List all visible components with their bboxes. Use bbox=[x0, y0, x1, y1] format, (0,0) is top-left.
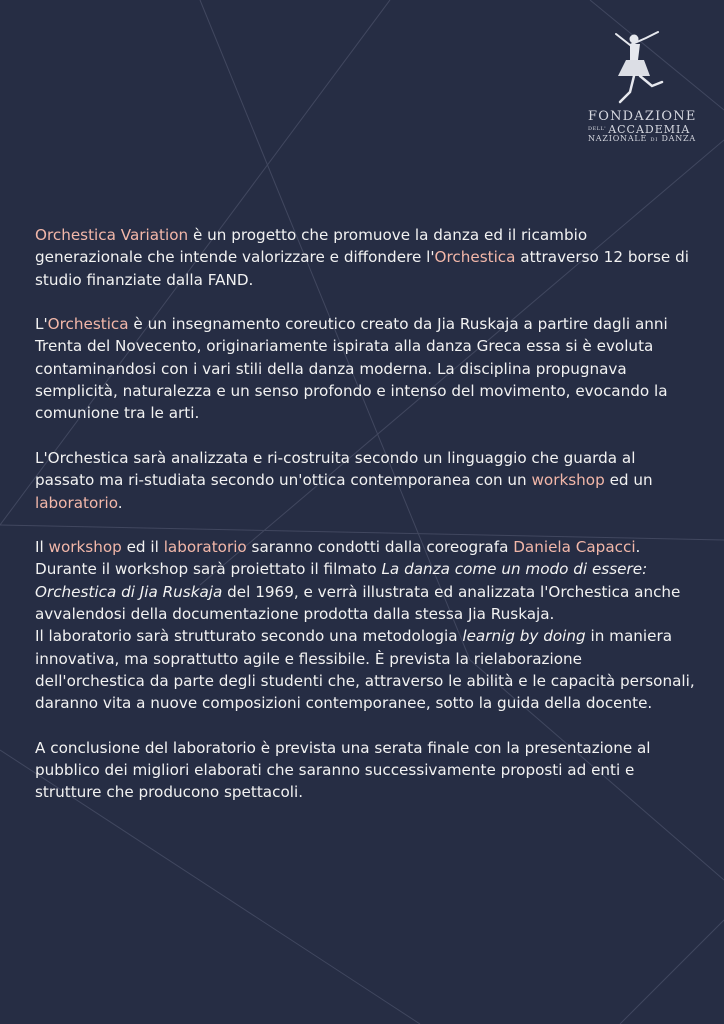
logo-text bbox=[588, 110, 698, 144]
foundation-logo bbox=[578, 30, 698, 150]
paragraph-analysis: L'Orchestica sarà analizzata e ri-costruita secondo un linguaggio che guarda al passato ma ri-studiata secondo un'ottica contemporanea con un workshop ed un laboratorio. bbox=[35, 448, 653, 512]
choreographer-name: Daniela Capacci bbox=[513, 538, 636, 557]
logo-line-1: FONDAZIONE bbox=[588, 109, 697, 124]
paragraph-details: Il workshop ed il laboratorio saranno condotti dalla coreografa Daniela Capacci. Durante il workshop sarà proiettato il filmato La danza come un modo di essere: Orchestica di Jia Ruskaja del 1969, e verrà illustrata ed analizzata l'Orchestica anche avvalendosi della documentazione prodotta dalla stessa Jia Ruskaja. Il laboratorio sarà strutturato secondo una metodologia learnig by doing in maniera innovativa, ma soprattutto agile e flessibile. È prevista la rielaborazione dell'orchestica da parte degli studenti che, attraverso le abilità e le capacità personali, daranno vita a nuove composizioni contemporanee, sotto la guida della docente. bbox=[35, 538, 695, 713]
logo-line-2: $^{DELL'}$ ACCADEMIA bbox=[588, 122, 691, 136]
paragraph-intro: Orchestica Variation è un progetto che promuove la danza ed il ricambio generazionale che intende valorizzare e diffondere l'Orchestica attraverso 12 borse di studio finanziate dalla FAND. bbox=[35, 226, 689, 289]
highlight-laboratorio: laboratorio bbox=[163, 538, 247, 557]
dancer-icon bbox=[608, 30, 668, 108]
methodology-name: learnig by doing bbox=[462, 627, 586, 646]
highlight-workshop: workshop bbox=[531, 471, 605, 490]
highlight-workshop: workshop bbox=[48, 538, 122, 557]
paragraph-orchestica: L'Orchestica è un insegnamento coreutico creato da Jia Ruskaja a partire dagli anni Trenta del Novecento, originariamente ispirata alla danza Greca essa si è evoluta contaminandosi con i vari stili della danza moderna. La disciplina propugnava semplicità, naturalezza e un senso profondo e intenso del movimento, evocando la comunione tra le arti. bbox=[35, 315, 668, 423]
paragraph-conclusion: A conclusione del laboratorio è prevista una serata finale con la presentazione al pubblico dei migliori elaborati che saranno successivamente proposti ad enti e strutture che producono spettacoli. bbox=[35, 738, 651, 802]
logo-line-3: NAZIONALE DI DANZA bbox=[588, 134, 696, 144]
highlight-orchestica: Orchestica bbox=[47, 315, 129, 334]
highlight-laboratorio: laboratorio bbox=[35, 493, 118, 512]
body-text bbox=[35, 224, 695, 826]
project-name: Orchestica Variation bbox=[35, 226, 189, 244]
highlight-orchestica: Orchestica bbox=[434, 248, 516, 267]
film-title: La danza come un modo di essere: Orchestica di Jia Ruskaja bbox=[35, 560, 648, 601]
